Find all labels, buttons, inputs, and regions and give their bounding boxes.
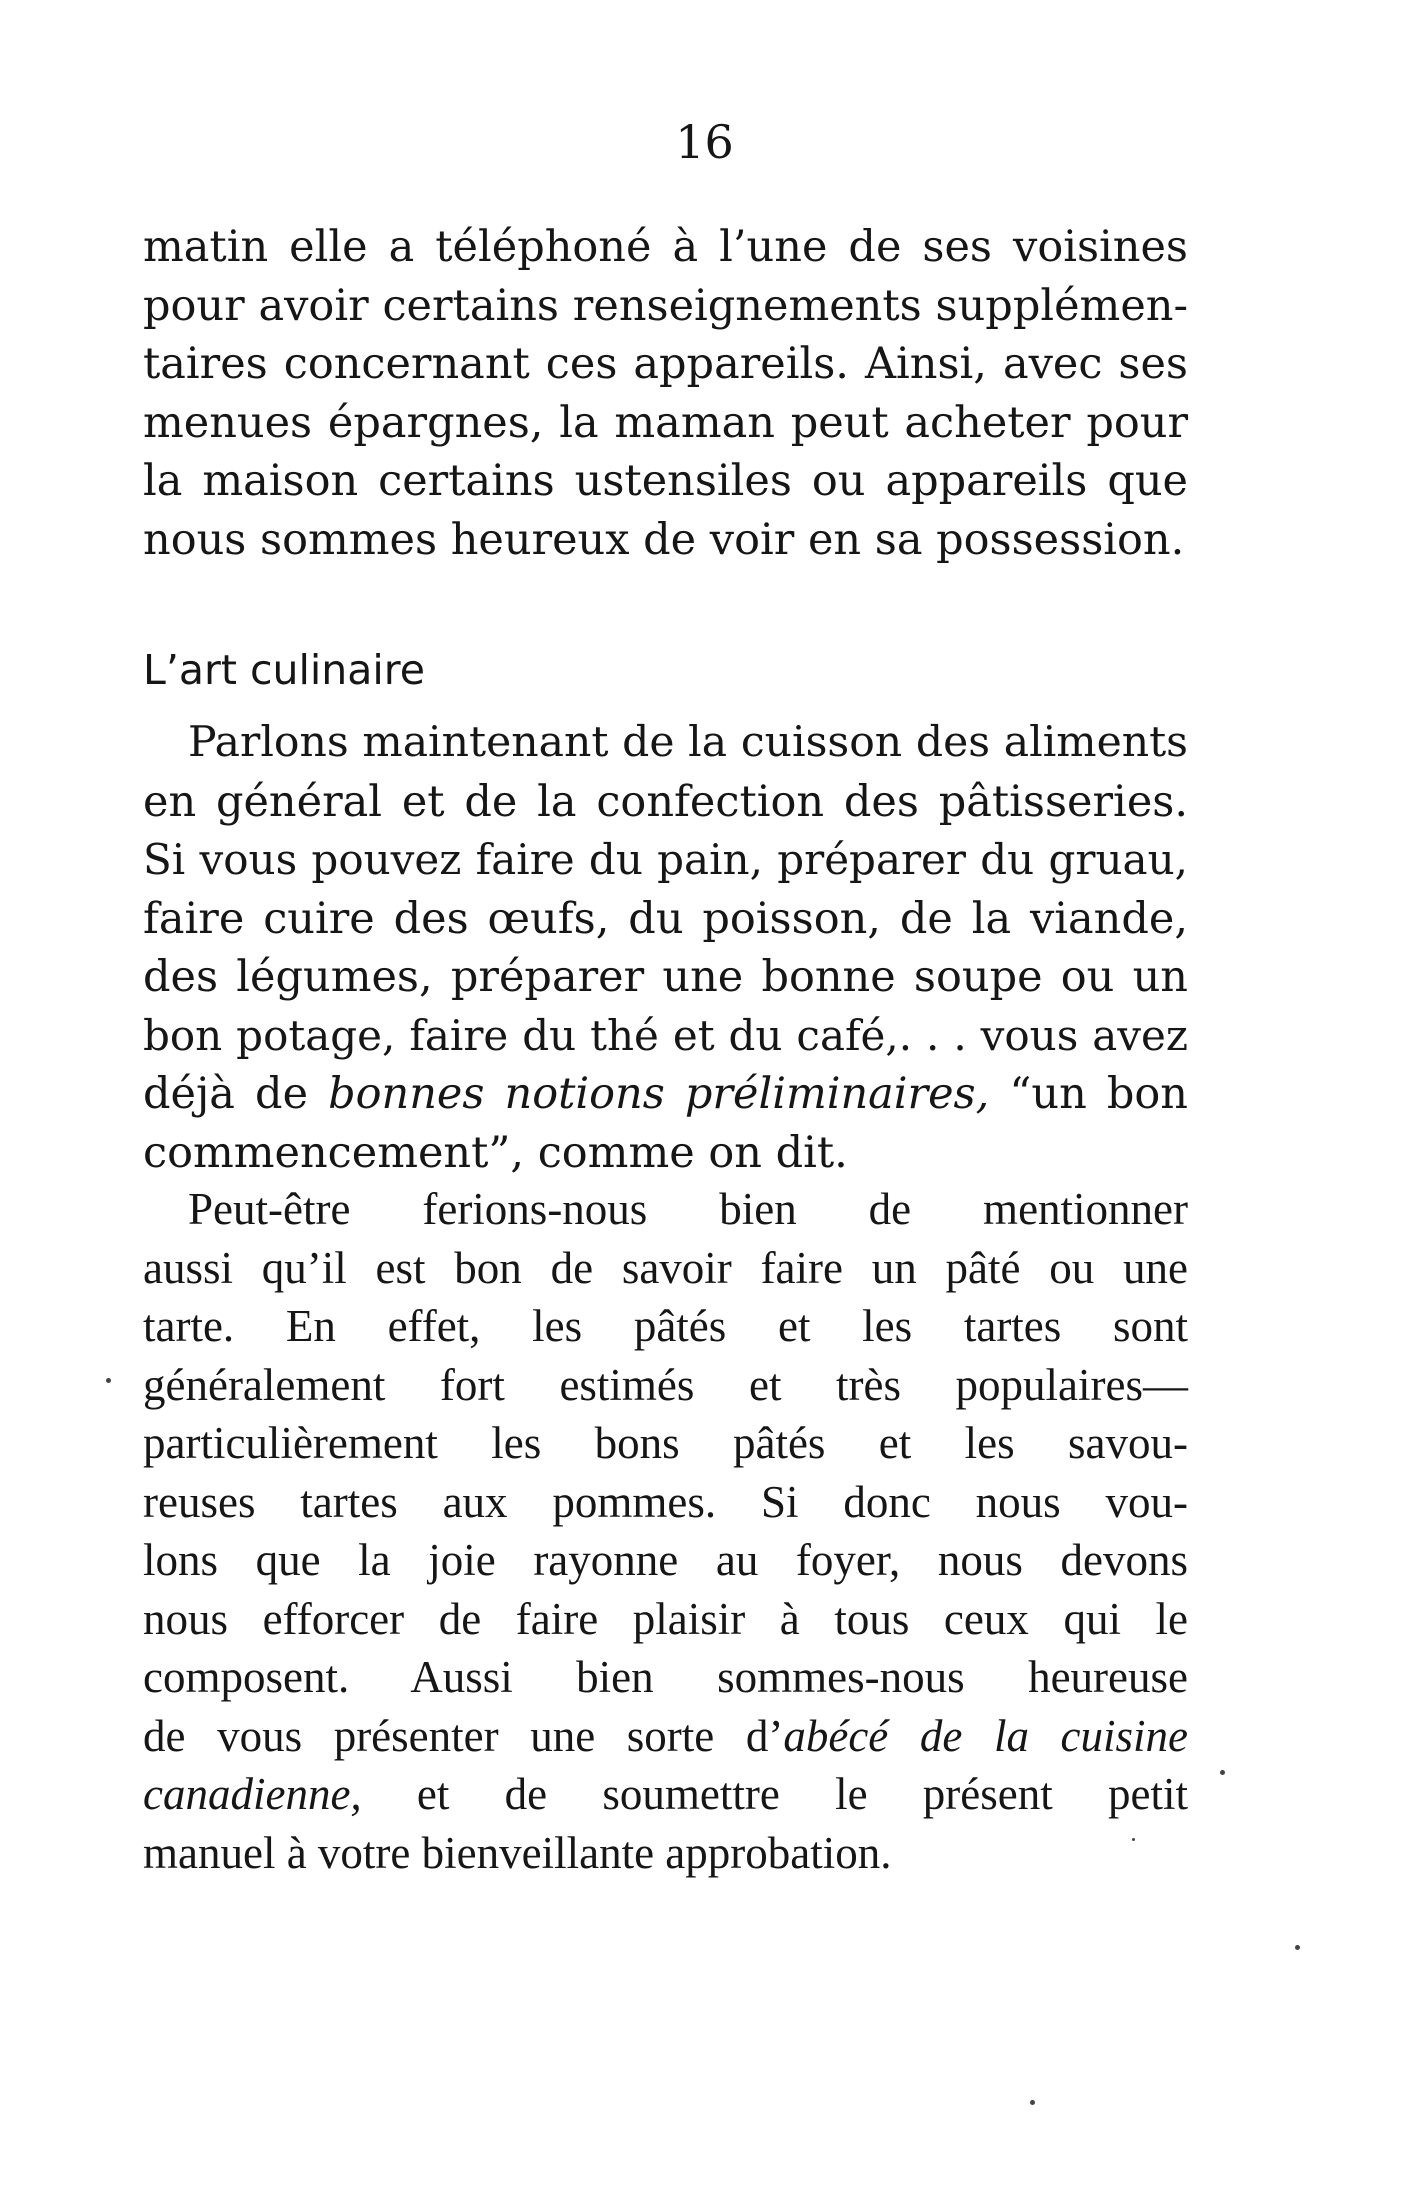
print-speck bbox=[1220, 1770, 1225, 1775]
intro-paragraph bbox=[143, 218, 1188, 569]
text-segment: déjà de bbox=[143, 1069, 329, 1119]
text-line: faire cuire des œufs, du poisson, de la viande, bbox=[143, 893, 1188, 944]
text-line: manuel à votre bienveillante approbation. bbox=[143, 1827, 892, 1878]
text-segment: “un bon bbox=[989, 1069, 1188, 1119]
culinary-paragraph-1 bbox=[143, 714, 1188, 1182]
print-speck bbox=[1030, 2100, 1035, 2105]
text-line: commencement”, comme on dit. bbox=[143, 1127, 848, 1178]
text-line: nous sommes heureux de voir en sa possession. bbox=[143, 514, 1185, 565]
italic-phrase: canadienne, bbox=[143, 1769, 362, 1819]
print-speck bbox=[1295, 1945, 1300, 1950]
section-heading: L’art culinaire bbox=[143, 646, 425, 694]
text-line bbox=[143, 1707, 1188, 1766]
text-line: composent. Aussi bien sommes-nous heureuse bbox=[143, 1652, 1188, 1702]
text-line: particulièrement les bons pâtés et les savou- bbox=[143, 1418, 1188, 1468]
text-line: taires concernant ces appareils. Ainsi, avec ses bbox=[143, 339, 1188, 389]
page-number: 16 bbox=[675, 115, 734, 169]
text-line bbox=[143, 1065, 1188, 1124]
text-segment: et de soumettre le présent petit bbox=[361, 1769, 1188, 1819]
italic-phrase: abécé de la cuisine bbox=[783, 1710, 1189, 1761]
text-line: matin elle a téléphoné à l’une de ses voisines bbox=[143, 222, 1188, 272]
text-line: nous efforcer de faire plaisir à tous ceux qui le bbox=[143, 1593, 1188, 1644]
culinary-paragraph-2 bbox=[143, 1180, 1188, 1882]
text-segment: de vous présenter une sorte d’ bbox=[143, 1710, 784, 1761]
text-line: bon potage, faire du thé et du café,. . . vous avez bbox=[143, 1010, 1188, 1060]
text-line: Parlons maintenant de la cuisson des aliments bbox=[188, 718, 1188, 767]
text-line: la maison certains ustensiles ou appareils que bbox=[143, 456, 1188, 506]
text-line: reuses tartes aux pommes. Si donc nous vou- bbox=[143, 1476, 1188, 1527]
text-line: en général et de la confection des pâtisseries. bbox=[143, 776, 1188, 827]
print-speck bbox=[106, 1378, 111, 1383]
print-speck bbox=[1132, 1838, 1135, 1841]
text-line: aussi qu’il est bon de savoir faire un pâté ou une bbox=[143, 1242, 1188, 1293]
text-line: Peut-être ferions-nous bien de mentionner bbox=[188, 1184, 1188, 1234]
text-line: généralement fort estimés et très populaires— bbox=[143, 1359, 1188, 1410]
text-line: pour avoir certains renseignements supplémen- bbox=[143, 280, 1188, 331]
italic-phrase: bonnes notions préliminaires, bbox=[328, 1069, 990, 1119]
text-line bbox=[143, 1765, 1188, 1824]
text-line: menues épargnes, la maman peut acheter pour bbox=[143, 397, 1188, 448]
text-line: des légumes, préparer une bonne soupe ou un bbox=[143, 952, 1188, 1002]
text-line: tarte. En effet, les pâtés et les tartes sont bbox=[143, 1301, 1188, 1351]
text-line: Si vous pouvez faire du pain, préparer du gruau, bbox=[143, 835, 1188, 884]
text-line: lons que la joie rayonne au foyer, nous devons bbox=[143, 1535, 1188, 1585]
